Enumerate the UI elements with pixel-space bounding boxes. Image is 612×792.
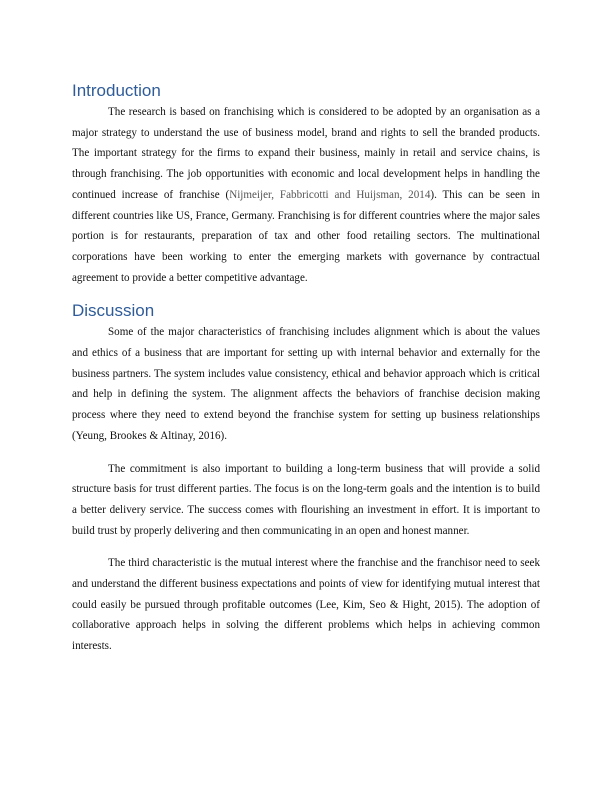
heading-introduction: Introduction xyxy=(72,81,161,100)
discussion-paragraph-1: Some of the major characteristics of franchising includes alignment which is about the values and ethics of a business that are important for setting up with internal behavior and externally for the business partners. The system includes value consistency, ethical and behavior approach which is critical and help in defining the system. The alignment affects the behaviors of franchise decision making process where they need to extend beyond the franchise system for setting up business relationships (Yeung, Brookes & Altinay, 2016). xyxy=(72,326,540,442)
intro-paragraph xyxy=(72,102,540,288)
intro-text-after: ). This can be seen in different countries like US, France, Germany. Franchising is for different countries where the major sales portion is for restaurants, preparation of tax and other food retailing sectors. The multinational corporations have been working to enter the emerging markets with governance by contractual agreement to provide a better competitive advantage. xyxy=(72,188,540,284)
intro-text-before: The research is based on franchising which is considered to be adopted by an organisation as a major strategy to understand the use of business model, brand and rights to sell the branded products. The important strategy for the firms to expand their business, mainly in retail and service chains, is through franchising. The job opportunities with economic and local development helps in handling the continued increase of franchise ( xyxy=(72,106,540,201)
heading-discussion: Discussion xyxy=(72,301,155,321)
discussion-paragraph-2: The commitment is also important to building a long-term business that will provide a solid structure basis for trust different parties. The focus is on the long-term goals and the intention is to build a better delivery service. The success comes with flourishing an investment in effort. It is important to build trust by properly delivering and then communicating in an open and honest manner. xyxy=(72,462,540,537)
intro-citation: Nijmeijer, Fabbricotti and Huijsman, 2014 xyxy=(229,188,431,201)
discussion-paragraph-3: The third characteristic is the mutual interest where the franchise and the franchisor need to seek and understand the different business expectations and points of view for identifying mutual interest that could easily be pursued through profitable outcomes (Lee, Kim, Seo & Hight, 2015). The adoption of collaborative approach helps in solving the different problems which helps in achieving common interests. xyxy=(72,557,540,653)
